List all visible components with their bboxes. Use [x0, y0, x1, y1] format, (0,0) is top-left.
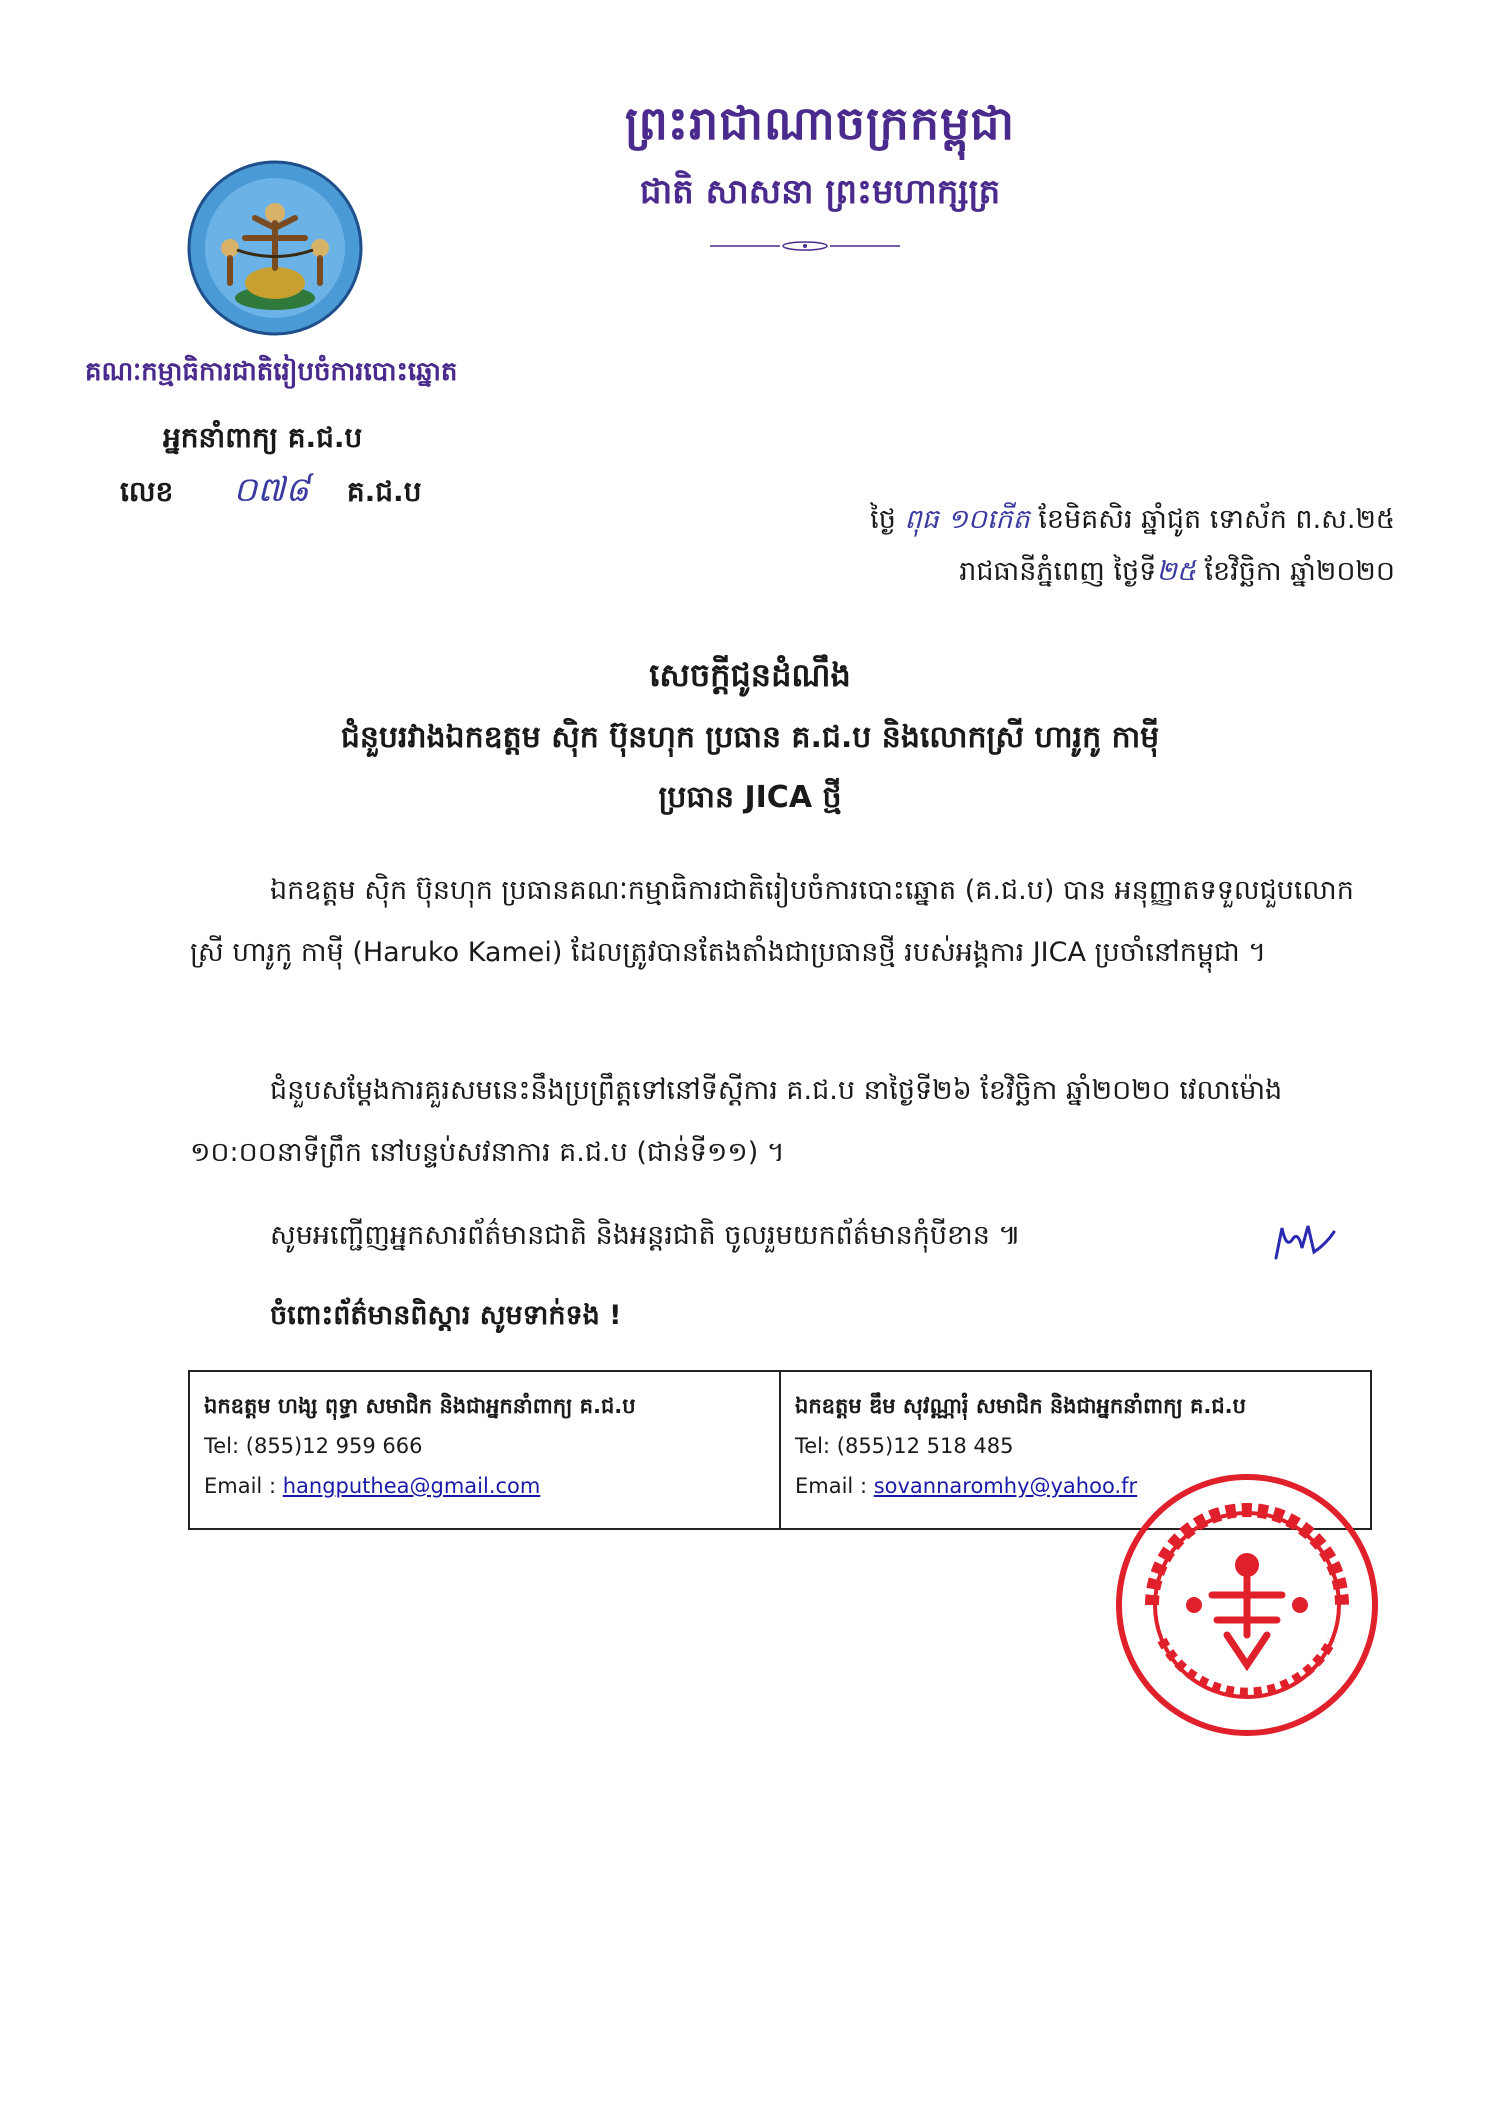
ref-number: ០៧៨: [233, 470, 310, 510]
contact-column-1: [190, 1372, 779, 1528]
email-link[interactable]: hangputhea@gmail.com: [282, 1474, 541, 1498]
solar-prefix: រាជធានីភ្នំពេញ ថ្ងៃទី: [959, 556, 1157, 587]
kingdom-title: ព្រះរាជាណាចក្រកម្ពុជា: [624, 96, 1016, 150]
solar-day: ២៥: [1156, 556, 1196, 587]
office-name: អ្នកនាំពាក្យ គ.ជ.ប: [163, 421, 363, 454]
contact-email-row: [204, 1466, 765, 1506]
organization-name: គណៈកម្មាធិការជាតិរៀបចំការបោះឆ្នោត: [85, 357, 458, 387]
ornament-divider: [710, 240, 900, 252]
lunar-date: [715, 503, 1395, 542]
document-subtitle-line2: ប្រធាន JICA ថ្មី: [658, 780, 842, 815]
handwritten-initials: [1268, 1218, 1338, 1268]
nec-emblem-logo: [185, 158, 365, 338]
contact-tel: Tel: (855)12 959 666: [204, 1434, 423, 1458]
document-subtitle-line1: ជំនួបរវាងឯកឧត្តម ស៊ិក ប៊ុនហុក ប្រធាន គ.ជ.ប និងលោកស្រី ហារូកូ កាម៉ី: [340, 720, 1160, 755]
body-paragraph-4: ចំពោះព័ត៌មានពិស្តារ សូមទាក់ទង !: [270, 1300, 622, 1331]
ref-label: លេខ: [120, 475, 174, 508]
solar-rest: ខែវិច្ឆិកា ឆ្នាំ២០២០: [1204, 556, 1395, 587]
lunar-prefix: ថ្ងៃ: [870, 504, 896, 535]
national-motto: ជាតិ សាសនា ព្រះមហាក្សត្រ: [639, 172, 1001, 212]
document-title: សេចក្តីជូនដំណឹង: [649, 656, 851, 694]
official-red-stamp: [1112, 1470, 1382, 1740]
body-paragraph-1: ឯកឧត្តម ស៊ិក ប៊ុនហុក ប្រធានគណៈកម្មាធិការជាតិរៀបចំការបោះឆ្នោត (គ.ជ.ប) បាន អនុញ្ញាតទទួលជួបលោកស្រី ហារូកូ កាម៉ី (Haruko Kamei) ដែលត្រូវបានតែងតាំងជាប្រធានថ្មី របស់អង្គការ JICA ប្រចាំនៅកម្ពុជា ។: [190, 875, 1354, 968]
ref-suffix: គ.ជ.ប: [346, 475, 422, 508]
solar-date: [715, 555, 1395, 594]
body-paragraph-3: សូមអញ្ជើញអ្នកសារព័ត៌មានជាតិ និងអន្តរជាតិ ចូលរួមយកព័ត៌មានកុំបីខាន ៕: [270, 1220, 1021, 1251]
body-paragraph-2: ជំនួបសម្តែងការគួរសមនេះនឹងប្រព្រឹត្តទៅនៅទីស្តីការ គ.ជ.ប នាថ្ងៃទី២៦ ខែវិច្ឆិកា ឆ្នាំ២០២០ វេលាម៉ោង ១០:០០នាទីព្រឹក នៅបន្ទប់សវនាការ គ.ជ.ប (ជាន់ទី១១) ។: [190, 1075, 1283, 1168]
reference-number: [120, 468, 580, 518]
contact-tel: Tel: (855)12 518 485: [795, 1434, 1014, 1458]
email-label: Email :: [204, 1474, 283, 1498]
email-link[interactable]: sovannaromhy@yahoo.fr: [873, 1474, 1138, 1498]
contact-name: ឯកឧត្តម ឌឹម សុវណ្ណារុំ សមាជិក និងជាអ្នកនាំពាក្យ គ.ជ.ប: [795, 1394, 1246, 1418]
email-label: Email :: [795, 1474, 874, 1498]
lunar-rest: ខែមិគសិរ ឆ្នាំជូត ទោស័ក ព.ស.២៥: [1038, 504, 1395, 535]
contact-name: ឯកឧត្តម ហង្ស ពុទ្ធា សមាជិក និងជាអ្នកនាំពាក្យ គ.ជ.ប: [204, 1394, 636, 1418]
lunar-day: ពុធ ១០កើត: [904, 504, 1030, 535]
